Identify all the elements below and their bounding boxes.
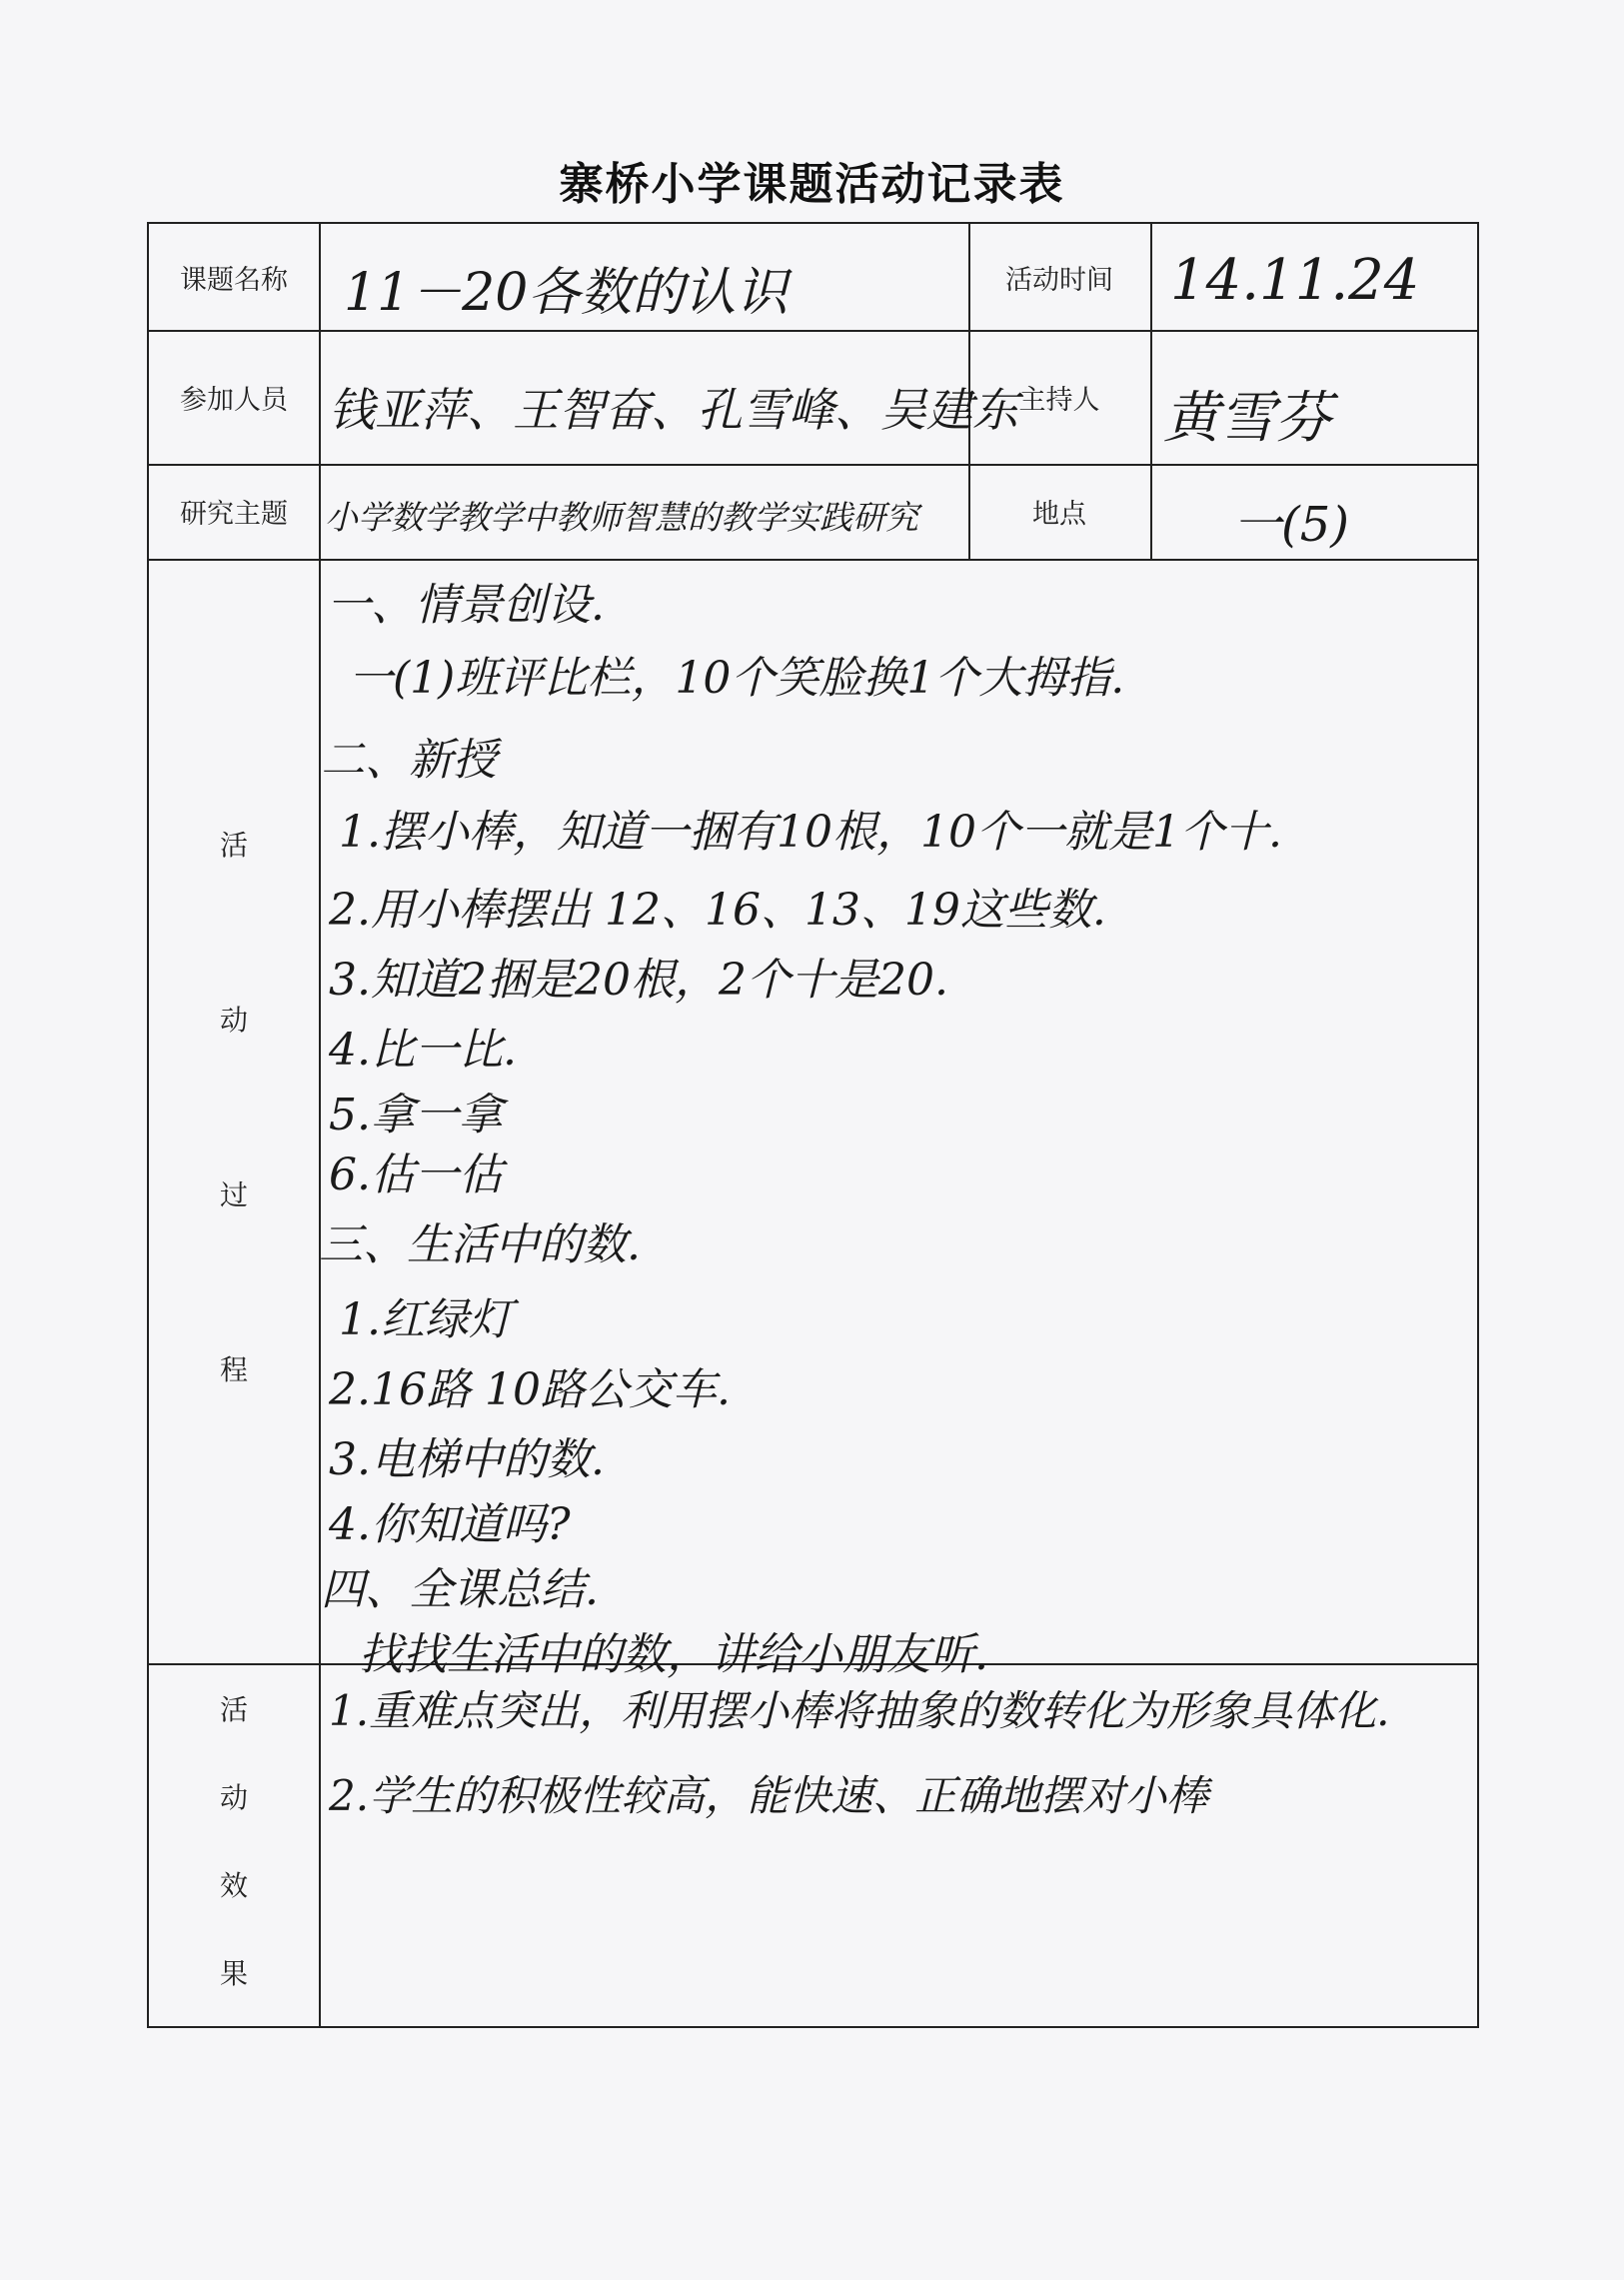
place-label: 地点: [1032, 499, 1086, 530]
col-divider: [319, 224, 321, 2026]
host-value: 黄雪芬: [1163, 386, 1331, 451]
page-title: 寨桥小学课题活动记录表: [559, 159, 1065, 210]
time-value: 14.11.24: [1170, 248, 1420, 313]
time-label: 活动时间: [1005, 264, 1113, 296]
process-line: 5.拿一拿: [329, 1090, 503, 1140]
process-line: 1.摆小棒，知道一捆有10根，10个一就是1个十.: [339, 807, 1282, 858]
row-divider: [149, 330, 1477, 332]
col-divider: [1150, 224, 1152, 559]
process-line: 4.比一比.: [329, 1025, 517, 1076]
process-label-char: 过: [219, 1178, 248, 1211]
participants-value: 钱亚萍、王智奋、孔雪峰、吴建东: [329, 383, 1018, 437]
process-line: 6.估一估: [329, 1149, 503, 1200]
process-line: 4.你知道吗?: [329, 1499, 571, 1550]
process-line: 一、情景创设.: [327, 580, 605, 631]
process-line: 3.知道2捆是20根，2个十是20.: [329, 955, 948, 1006]
process-line: 1.红绿灯: [339, 1294, 513, 1345]
process-line: 2.16路 10路公交车.: [329, 1364, 731, 1415]
effect-line: 2.学生的积极性较高，能快速、正确地摆对小棒: [329, 1771, 1209, 1820]
effect-line: 1.重难点突出，利用摆小棒将抽象的数转化为形象具体化.: [329, 1686, 1390, 1735]
process-line: 四、全课总结.: [321, 1564, 599, 1615]
effect-label-char: 效: [219, 1869, 248, 1902]
row-divider: [149, 559, 1477, 561]
process-label-char: 活: [219, 829, 248, 862]
effect-label-char: 动: [219, 1781, 248, 1814]
process-label-char: 程: [219, 1353, 248, 1386]
process-line: 3.电梯中的数.: [329, 1434, 605, 1485]
process-line: 二、新授: [321, 735, 497, 786]
topic-value: 11－20各数的认识: [344, 263, 789, 323]
place-value: 一(5): [1233, 497, 1349, 553]
effect-label-char: 活: [219, 1693, 248, 1726]
host-label: 主持人: [1018, 384, 1100, 416]
effect-label-char: 果: [219, 1957, 248, 1990]
row-divider: [149, 464, 1477, 466]
topic-label: 课题名称: [180, 264, 288, 296]
process-line: 找找生活中的数，讲给小朋友听.: [359, 1629, 988, 1680]
process-line: 三、生活中的数.: [319, 1219, 641, 1270]
participants-label: 参加人员: [180, 384, 288, 416]
process-line: 2.用小棒摆出 12、16、13、19这些数.: [329, 885, 1106, 936]
record-form: [147, 222, 1479, 2028]
process-line: 一(1)班评比栏，10个笑脸换1个大拇指.: [349, 653, 1125, 704]
research-label: 研究主题: [180, 499, 288, 530]
process-label-char: 动: [219, 1004, 248, 1037]
research-value: 小学数学教学中教师智慧的教学实践研究: [325, 498, 918, 537]
